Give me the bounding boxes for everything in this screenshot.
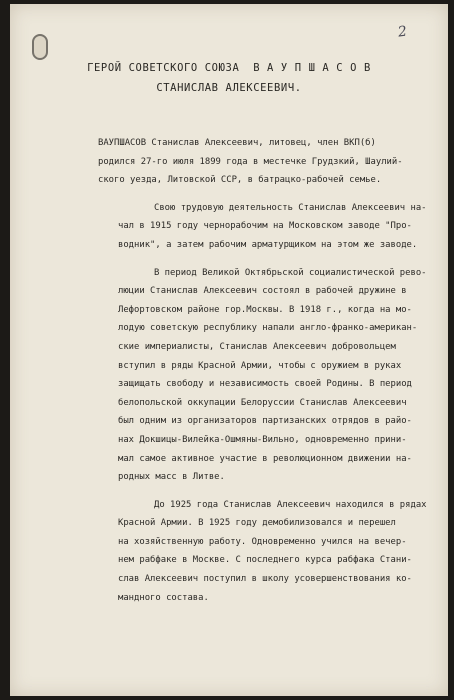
document-header [10, 58, 448, 98]
paragraph-4 [82, 496, 427, 608]
page-number: 2 [396, 23, 408, 41]
text-line: водник", а затем рабочим арматурщиком на этом же заводе. [118, 239, 418, 250]
text-line: мандного состава. [118, 592, 209, 603]
header-name-line: СТАНИСЛАВ АЛЕКСЕЕВИЧ. [156, 82, 302, 94]
paragraph-1 [82, 134, 424, 190]
text-line: люции Станислав Алексеевич состоял в рабочей дружине в [118, 286, 407, 297]
text-line: Лефортовском районе гор.Москвы. В 1918 г., когда на мо- [118, 304, 412, 315]
text-line: чал в 1915 году чернорабочим на Московском заводе "Про- [118, 221, 412, 232]
text-line: был одним из организаторов партизанских отрядов в райо- [118, 416, 412, 427]
text-line: родился 27-го июля 1899 года в местечке Грудзкий, Шаулий- [98, 156, 403, 167]
document-body [82, 134, 427, 616]
paragraph-2 [82, 199, 427, 255]
text-line: вступил в ряды Красной Армии, чтобы с оружием в руках [118, 360, 402, 371]
text-line: В период Великой Октябрьской социалистической рево- [154, 267, 427, 278]
header-title-line: ГЕРОЙ СОВЕТСКОГО СОЮЗА В А У П Ш А С О В [87, 62, 371, 74]
document-page [10, 4, 448, 696]
text-line: защищать свободу и независимость своей Родины. В период [118, 379, 412, 390]
text-line: родных масс в Литве. [118, 472, 225, 483]
text-line: ского уезда, Литовской ССР, в батрацко-рабочей семье. [98, 175, 382, 186]
text-line: на хозяйственную работу. Одновременно учился на вечер- [118, 536, 407, 547]
text-line: слав Алексеевич поступил в школу усовершенствования ко- [118, 574, 412, 585]
text-line: До 1925 года Станислав Алексеевич находился в рядах [154, 499, 427, 510]
paragraph-3 [82, 264, 427, 487]
text-line: нах Докшицы-Вилейка-Ошмяны-Вильно, одновременно прини- [118, 434, 407, 445]
text-line: ВАУПШАСОВ Станислав Алексеевич, литовец, член ВКП(б) [98, 138, 376, 148]
text-line: лодую советскую республику напали англо-франко-американ- [118, 323, 418, 334]
text-line: Красной Армии. В 1925 году демобилизовался и перешел [118, 518, 396, 529]
text-line: белопольской оккупации Белоруссии Станислав Алексеевич [118, 397, 407, 408]
text-line: нем рабфаке в Москве. С последнего курса рабфака Стани- [118, 555, 412, 566]
binder-hole [32, 34, 48, 60]
text-line: мал самое активное участие в революционном движении на- [118, 453, 412, 464]
text-line: ские империалисты, Станислав Алексеевич добровольцем [118, 341, 396, 352]
text-line: Свою трудовую деятельность Станислав Алексеевич на- [154, 202, 427, 213]
